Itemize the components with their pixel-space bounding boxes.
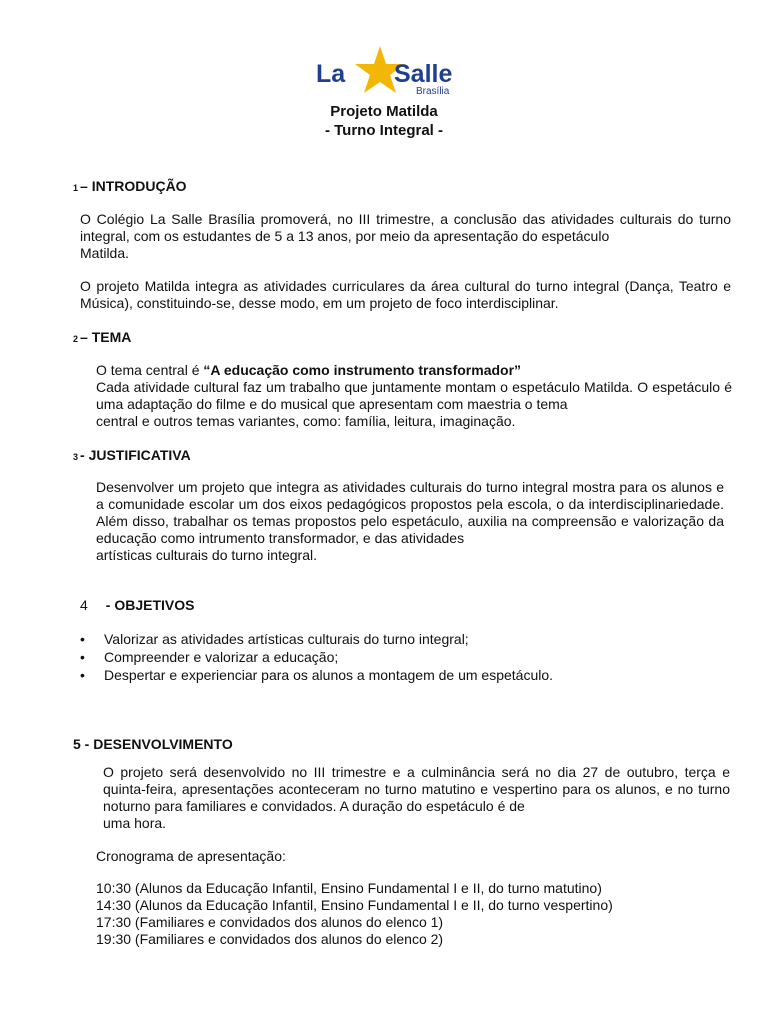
section-1-title: – INTRODUÇÃO	[80, 178, 187, 194]
schedule-title: Cronograma de apresentação:	[96, 848, 286, 864]
objective-text: Valorizar as atividades artísticas culturais do turno integral;	[104, 631, 469, 647]
page-subtitle: - Turno Integral -	[324, 122, 444, 139]
page-title: Projeto Matilda	[330, 103, 438, 120]
list-item	[80, 649, 740, 667]
section-2-number: 2	[73, 334, 79, 344]
section-4-title: - OBJETIVOS	[105, 597, 195, 613]
objective-text: Despertar e experienciar para os alunos a montagem de um espetáculo.	[104, 667, 554, 683]
development-paragraph	[103, 764, 730, 832]
section-3-number: 3	[73, 452, 79, 462]
development-end: uma hora.	[103, 815, 167, 831]
svg-text:Brasília: Brasília	[416, 86, 450, 97]
schedule-list	[96, 880, 613, 948]
bullet-icon: •	[80, 667, 85, 683]
section-5-heading: 5 - DESENVOLVIMENTO	[73, 736, 233, 752]
justification-text: Desenvolver um projeto que integra as atividades culturais do turno integral mostra para os alunos e a comunidade escolar um dos eixos pedagógicos propostos pela escola, o da interdisciplinariedade. Além disso, trabalhar os temas propostos pelo espetáculo, auxilia na compreensão e valorização da educação como intrumento transformador, e das atividades	[96, 479, 724, 546]
theme-line	[96, 362, 736, 379]
section-3-title: - JUSTIFICATIVA	[80, 447, 191, 463]
section-1-number: 1	[73, 183, 79, 193]
bullet-icon: •	[80, 649, 85, 665]
section-2-heading	[73, 329, 131, 348]
theme-paragraph-text: Cada atividade cultural faz um trabalho que juntamente montam o espetáculo Matilda. O espetáculo é uma adaptação do filme e do musical que apresentam com maestria o tema	[96, 379, 732, 412]
theme-paragraph	[96, 379, 732, 430]
svg-text:Salle: Salle	[394, 60, 453, 88]
justification-paragraph	[96, 479, 724, 564]
justification-end: artísticas culturais do turno integral.	[96, 547, 317, 563]
intro-paragraph-1	[80, 211, 731, 262]
schedule-item: 14:30 (Alunos da Educação Infantil, Ensino Fundamental I e II, do turno vespertino)	[96, 897, 613, 913]
list-item	[80, 631, 740, 649]
theme-statement: “A educação como instrumento transformador”	[203, 362, 522, 378]
section-1-heading	[73, 178, 187, 197]
development-text: O projeto será desenvolvido no III trimestre e a culminância será no dia 27 de outubro, terça e quinta-feira, apresentações aconteceram no turno matutino e vespertino para os alunos, e no turno noturno para familiares e convidados. A duração do espetáculo é de	[103, 764, 730, 814]
intro-paragraph-1-end: Matilda.	[80, 245, 130, 261]
intro-paragraph-1-text: O Colégio La Salle Brasília promoverá, no III trimestre, a conclusão das atividades culturais do turno integral, com os estudantes de 5 a 13 anos, por meio da apresentação do espetáculo	[80, 211, 731, 244]
list-item	[80, 667, 740, 685]
schedule-item: 10:30 (Alunos da Educação Infantil, Ensino Fundamental I e II, do turno matutino)	[96, 880, 602, 896]
section-4-heading	[80, 597, 194, 614]
intro-paragraph-2: O projeto Matilda integra as atividades curriculares da área cultural do turno integral (Dança, Teatro e Música), constituindo-se, desse modo, em um projeto de foco interdisciplinar.	[80, 278, 731, 311]
section-2-title: – TEMA	[80, 329, 132, 345]
objectives-list	[80, 631, 740, 685]
bullet-icon: •	[80, 631, 85, 647]
schedule-item: 17:30 (Familiares e convidados dos alunos do elenco 1)	[96, 914, 444, 930]
objective-text: Compreender e valorizar a educação;	[104, 649, 339, 665]
schedule-item: 19:30 (Familiares e convidados dos alunos do elenco 2)	[96, 931, 444, 947]
section-4-number: 4	[80, 597, 88, 613]
section-3-heading	[73, 447, 191, 466]
theme-intro: O tema central é	[96, 362, 204, 378]
theme-paragraph-end: central e outros temas variantes, como: família, leitura, imaginação.	[96, 413, 516, 429]
la-salle-logo	[316, 44, 456, 100]
svg-text:La: La	[316, 60, 346, 88]
